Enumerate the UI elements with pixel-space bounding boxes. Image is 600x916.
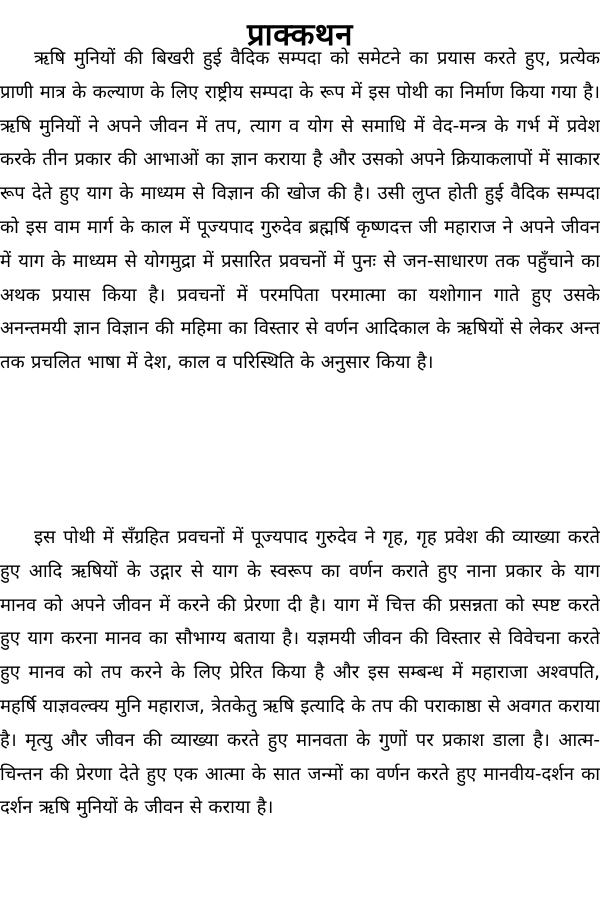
paragraph-1: ऋषि मुनियों की बिखरी हुई वैदिक सम्पदा को समेटने का प्रयास करते हुए, प्रत्येक प्राणी मात्र के कल्याण के लिए राष्ट्रीय सम्पदा के रूप में इस पोथी का निर्माण किया गया है। ऋषि मुनियों ने अपने जीवन में तप, त्याग व योग से समाधि में वेद-मन्त्र के गर्भ में प्रवेश करके तीन प्रकार की आभाओं का ज्ञान कराया है और उसको अपने क्रियाकलापों में साकार रूप देते हुए याग के माध्यम से विज्ञान की खोज की है। उसी लुप्त होती हुई वैदिक सम्पदा को इस वाम मार्ग के काल में पूज्यपाद गुरुदेव ब्रह्मर्षि कृष्णदत्त जी महाराज ने अपने जीवन में याग के माध्यम से योगमुद्रा में प्रसारित प्रवचनों में पुनः से जन-साधारण तक पहुँचाने का अथक प्रयास किया है। प्रवचनों में परमपिता परमात्मा का यशोगान गाते हुए उसके अनन्तमयी ज्ञान विज्ञान की महिमा का विस्तार से वर्णन आदिकाल के ऋषियों से लेकर अन्त तक प्रचलित भाषा में देश, काल व परिस्थिति के अनुसार किया है।: [0, 48, 600, 374]
page-title: प्राक्कथन: [247, 16, 353, 53]
paragraph-2: इस पोथी में सँग्रहित प्रवचनों में पूज्यपाद गुरुदेव ने गृह, गृह प्रवेश की व्याख्या करते हुए आदि ऋषियों के उद्गार से याग के स्वरूप का वर्णन कराते हुए नाना प्रकार के याग मानव को अपने जीवन में करने की प्रेरणा दी है। याग में चित्त की प्रसन्नता को स्पष्ट करते हुए याग करना मानव का सौभाग्य बताया है। यज्ञमयी जीवन की विस्तार से विवेचना करते हुए मानव को तप करने के लिए प्रेरित किया है और इस सम्बन्ध में महाराजा अश्वपति, महर्षि याज्ञवल्क्य मुनि महाराज, त्रेतकेतु ऋषि इत्यादि के तप की पराकाष्ठा से अवगत कराया है। मृत्यु और जीवन की व्याख्या करते हुए मानवता के गुणों पर प्रकाश डाला है। आत्म-चिन्तन की प्रेरणा देते हुए एक आत्मा के सात जन्मों का वर्णन करते हुए मानवीय-दर्शन का दर्शन ऋषि मुनियों के जीवन से कराया है।: [0, 527, 600, 819]
